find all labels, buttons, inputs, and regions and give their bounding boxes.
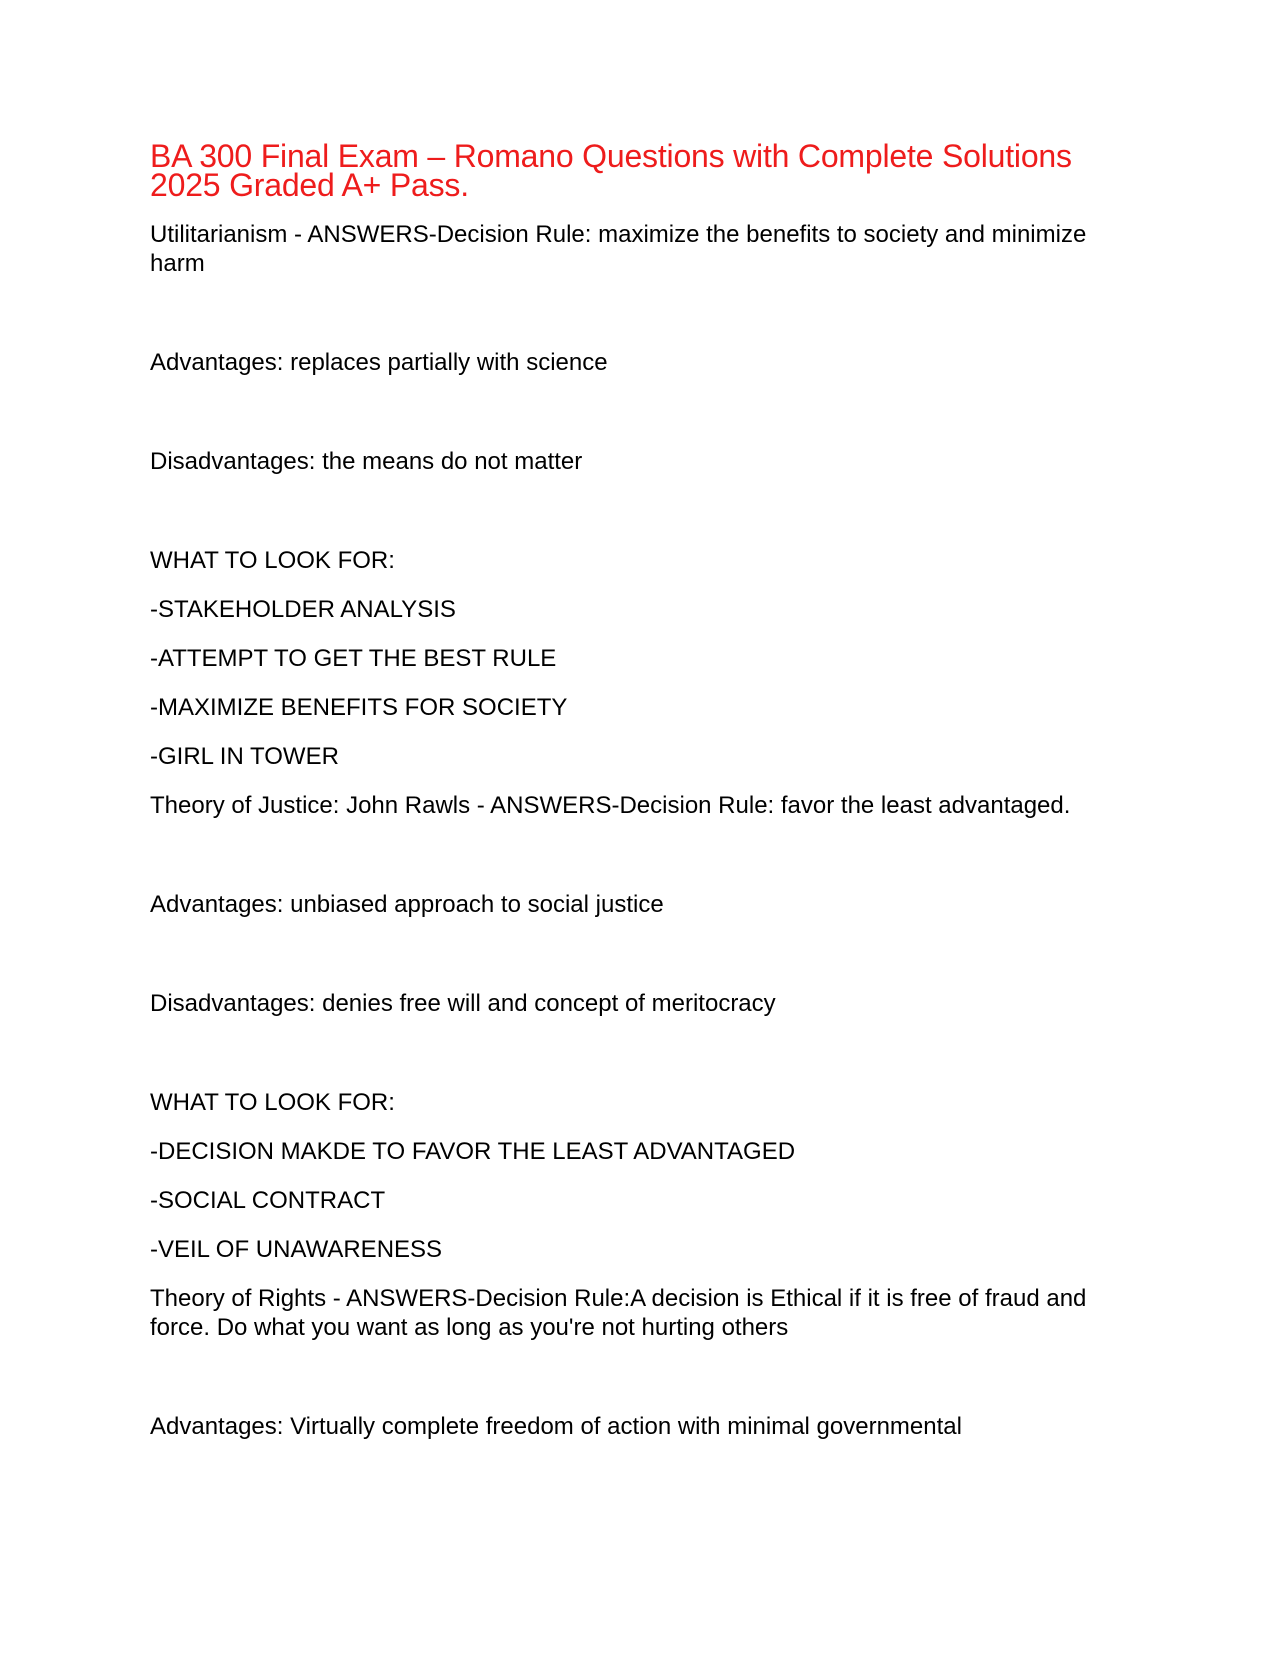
paragraph-utilitarianism-disadvantages: Disadvantages: the means do not matter xyxy=(150,448,583,475)
paragraph-utilitarianism-advantages: Advantages: replaces partially with science xyxy=(150,349,608,376)
paragraph-what-to-look-for: WHAT TO LOOK FOR: xyxy=(150,1089,395,1116)
list-item: -STAKEHOLDER ANALYSIS xyxy=(150,596,456,623)
list-item: -SOCIAL CONTRACT xyxy=(150,1187,386,1214)
paragraph-what-to-look-for: WHAT TO LOOK FOR: xyxy=(150,547,395,574)
paragraph-utilitarianism: Utilitarianism - ANSWERS-Decision Rule: maximize the benefits to society and minimize harm xyxy=(150,221,1087,277)
list-item: -MAXIMIZE BENEFITS FOR SOCIETY xyxy=(150,694,568,721)
document-body xyxy=(150,138,1130,1441)
document-title: BA 300 Final Exam – Romano Questions with Complete Solutions 2025 Graded A+ Pass. xyxy=(150,138,1072,203)
paragraph-rights-advantages: Advantages: Virtually complete freedom of action with minimal governmental xyxy=(150,1413,962,1440)
paragraph-justice-advantages: Advantages: unbiased approach to social justice xyxy=(150,891,664,918)
paragraph-theory-of-justice: Theory of Justice: John Rawls - ANSWERS-Decision Rule: favor the least advantaged. xyxy=(150,792,1071,819)
list-item: -GIRL IN TOWER xyxy=(150,743,339,770)
list-item: -DECISION MAKDE TO FAVOR THE LEAST ADVANTAGED xyxy=(150,1138,796,1165)
list-item: -VEIL OF UNAWARENESS xyxy=(150,1236,443,1263)
paragraph-theory-of-rights: Theory of Rights - ANSWERS-Decision Rule:A decision is Ethical if it is free of fraud and force. Do what you want as long as you're not hurting others xyxy=(150,1285,1087,1341)
paragraph-justice-disadvantages: Disadvantages: denies free will and concept of meritocracy xyxy=(150,990,776,1017)
list-item: -ATTEMPT TO GET THE BEST RULE xyxy=(150,645,557,672)
